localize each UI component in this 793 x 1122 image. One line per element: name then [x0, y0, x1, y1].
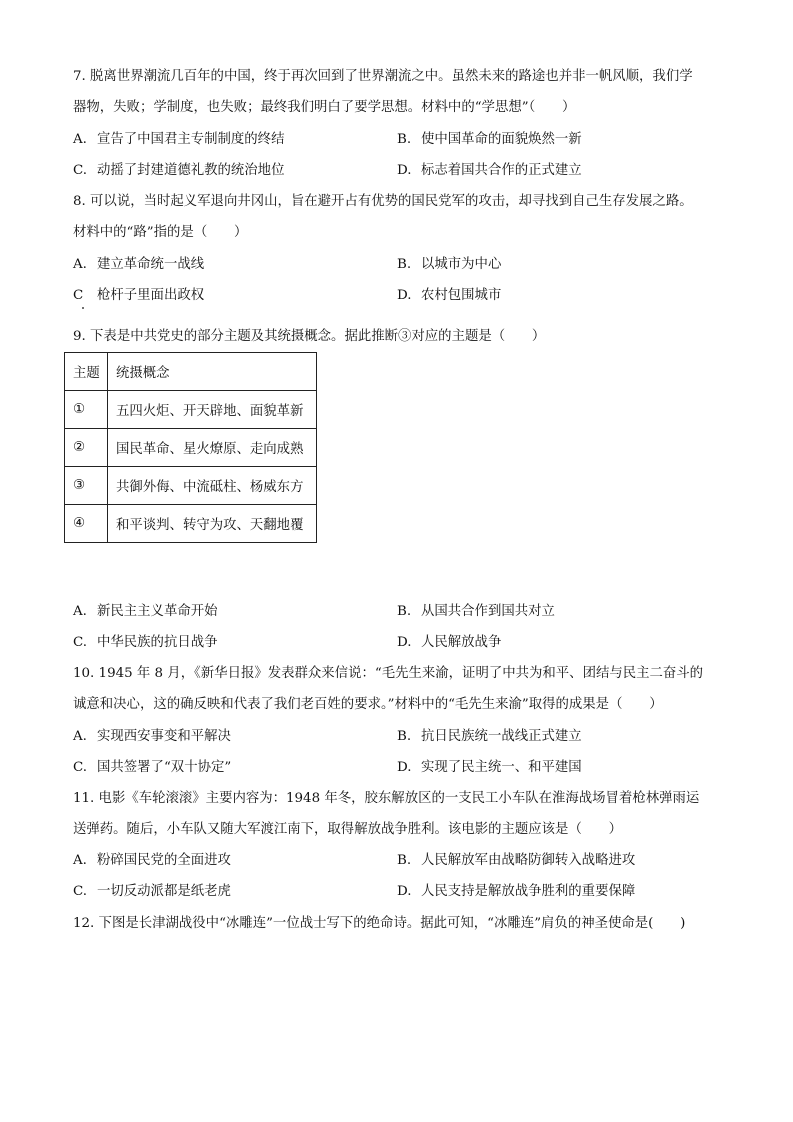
table-cell-concept: 五四火炬、开天辟地、面貌革新: [108, 391, 317, 429]
table-cell-concept: 国民革命、星火燎原、走向成熟: [108, 429, 317, 467]
q8-option-b: B. 以城市为中心: [397, 257, 502, 272]
table-cell-theme: ③: [65, 467, 108, 505]
table-cell-theme: ②: [65, 429, 108, 467]
table-row: [65, 505, 317, 543]
table-header-row: [65, 353, 317, 391]
table-cell-concept: 共御外侮、中流砥柱、杨威东方: [108, 467, 317, 505]
q10-option-c: C. 国共签署了“双十协定”: [73, 760, 232, 775]
q8-option-c: C 枪杆子里面出政权: [73, 288, 205, 303]
q11-option-d: D. 人民支持是解放战争胜利的重要保障: [397, 884, 636, 899]
q9-option-a: A. 新民主主义革命开始: [73, 604, 218, 619]
q7-option-c: C. 动摇了封建道德礼教的统治地位: [73, 163, 285, 178]
stray-dot-mark: [82, 307, 84, 309]
q12-stem: 12. 下图是长津湖战役中“冰雕连”一位战士写下的绝命诗。据此可知，“冰雕连”肩负的神圣使命是( ): [73, 916, 686, 931]
table-cell-theme: ④: [65, 505, 108, 543]
q11-stem-line-1: 11. 电影《车轮滚滚》主要内容为：1948 年冬，胶东解放区的一支民工小车队在淮海战场冒着枪林弹雨运: [73, 791, 700, 806]
q7-option-a: A. 宣告了中国君主专制制度的终结: [73, 132, 285, 147]
q9-concept-table: [64, 352, 317, 543]
q7-option-b: B. 使中国革命的面貌焕然一新: [397, 132, 582, 147]
q11-stem-line-2: 送弹药。随后，小车队又随大军渡江南下，取得解放战争胜利。该电影的主题应该是（ ）: [73, 822, 623, 837]
q10-option-b: B. 抗日民族统一战线正式建立: [397, 729, 582, 744]
q9-option-d: D. 人民解放战争: [397, 635, 502, 650]
q8-stem-line-2: 材料中的“路”指的是（ ）: [73, 225, 248, 240]
table-row: [65, 429, 317, 467]
q10-stem-line-1: 10. 1945 年 8 月，《新华日报》发表群众来信说：“毛先生来渝，证明了中共为和平、团结与民主二奋斗的: [73, 666, 704, 681]
table-row: [65, 467, 317, 505]
q9-stem: 9. 下表是中共党史的部分主题及其统摄概念。据此推断③对应的主题是（ ）: [73, 329, 546, 344]
q8-option-d: D. 农村包围城市: [397, 288, 502, 303]
q7-stem-line-2: 器物，失败；学制度，也失败；最终我们明白了要学思想。材料中的“学思想”（ ）: [73, 100, 576, 115]
q7-option-d: D. 标志着国共合作的正式建立: [397, 163, 582, 178]
q11-option-b: B. 人民解放军由战略防御转入战略进攻: [397, 853, 636, 868]
q8-option-a: A. 建立革命统一战线: [73, 257, 205, 272]
table-cell-concept: 和平谈判、转守为攻、天翻地覆: [108, 505, 317, 543]
table-header-theme: 主题: [65, 353, 108, 391]
table-row: [65, 391, 317, 429]
q9-option-b: B. 从国共合作到国共对立: [397, 604, 555, 619]
q8-stem-line-1: 8. 可以说，当时起义军退向井冈山，旨在避开占有优势的国民党军的攻击，却寻找到自己生存发展之路。: [73, 194, 693, 209]
q10-option-a: A. 实现西安事变和平解决: [73, 729, 231, 744]
q10-option-d: D. 实现了民主统一、和平建国: [397, 760, 582, 775]
table-header-concept: 统摄概念: [108, 353, 317, 391]
q11-option-c: C. 一切反动派都是纸老虎: [73, 884, 231, 899]
q9-option-c: C. 中华民族的抗日战争: [73, 635, 218, 650]
table-cell-theme: ①: [65, 391, 108, 429]
q11-option-a: A. 粉碎国民党的全面进攻: [73, 853, 231, 868]
q7-stem-line-1: 7. 脱离世界潮流几百年的中国，终于再次回到了世界潮流之中。虽然未来的路途也并非一帆风顺，我们学: [73, 69, 693, 84]
q10-stem-line-2: 诚意和决心，这的确反映和代表了我们老百姓的要求。”材料中的“毛先生来渝”取得的成果是（ ）: [73, 697, 663, 712]
